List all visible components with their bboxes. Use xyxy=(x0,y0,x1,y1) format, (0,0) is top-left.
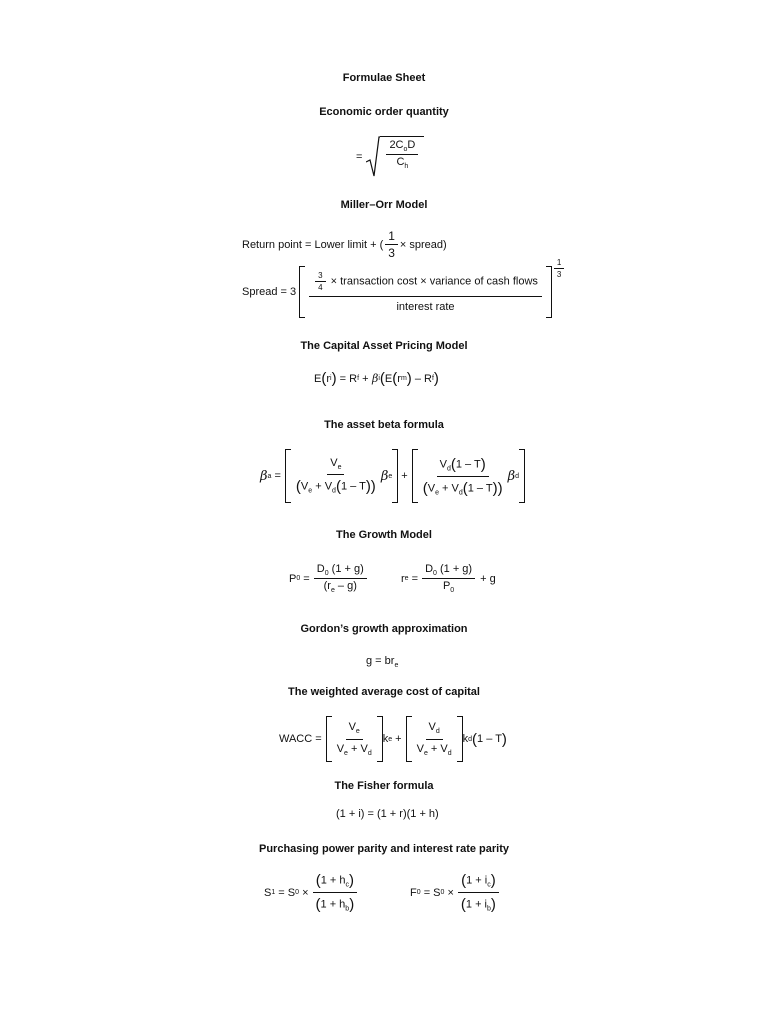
return-point-formula: Return point = Lower limit + ( $\frac{1}{3}$ × spread) xyxy=(242,229,447,260)
growth-return-formula: r e = $\frac{D_0 (1 + g)}{P_0}$ + g xyxy=(401,563,496,595)
wacc-formula: WACC = $\frac{V_e}{V_e + V_d}$ k e + $\frac{V_d}{V_e + V_d}$ k d ( 1 – T ) xyxy=(279,716,507,762)
ppp-irp-heading: Purchasing power parity and interest rate parity xyxy=(258,843,509,855)
gordon-formula: $g = br_e$ xyxy=(366,655,399,670)
wacc-heading: The weighted average cost of capital xyxy=(288,686,480,698)
fisher-heading: The Fisher formula xyxy=(334,780,434,792)
ppp-formula: S 1 = S 0 × $\frac{(1 + h_c)}{(1 + h_b)}$ xyxy=(264,872,359,913)
eoq-fraction: $\frac{2C_oD}{C_h}$ xyxy=(386,139,418,170)
sheet-title: Formulae Sheet xyxy=(342,72,426,84)
capm-formula: E ( r i ) = R f + β i ( E ( r m ) – R f ) xyxy=(314,370,439,387)
asset-beta-heading: The asset beta formula xyxy=(324,419,444,431)
spread-formula: Spread = 3 $\frac{3}{4}$ × transaction cost × variance of cash flows interest rate $\frac{1}{3}$ xyxy=(242,266,566,318)
irp-formula: F 0 = S 0 × $\frac{(1 + i_c)}{(1 + i_b)}$ xyxy=(410,872,501,913)
miller-orr-heading: Miller–Orr Model xyxy=(340,199,428,211)
gordon-heading: Gordon’s growth approximation xyxy=(300,623,468,635)
growth-price-formula: P 0 = $\frac{D_0 (1 + g)}{(r_e - g)}$ xyxy=(289,563,369,594)
square-root-sign xyxy=(366,136,424,178)
eoq-formula: = $\frac{2C_oD}{C_h}$ xyxy=(356,136,424,178)
eoq-heading: Economic order quantity xyxy=(319,106,449,118)
asset-beta-formula: β a = $\frac{V_e}{(V_e + V_d(1 - T))}$ β e + $\frac{V_d(1 - T)}{(V_e + V_d(1 - T))}$ β d xyxy=(260,449,525,503)
fisher-formula: (1 + i) = (1 + r)(1 + h) xyxy=(336,808,439,820)
capm-heading: The Capital Asset Pricing Model xyxy=(300,340,468,352)
growth-model-heading: The Growth Model xyxy=(336,529,432,541)
